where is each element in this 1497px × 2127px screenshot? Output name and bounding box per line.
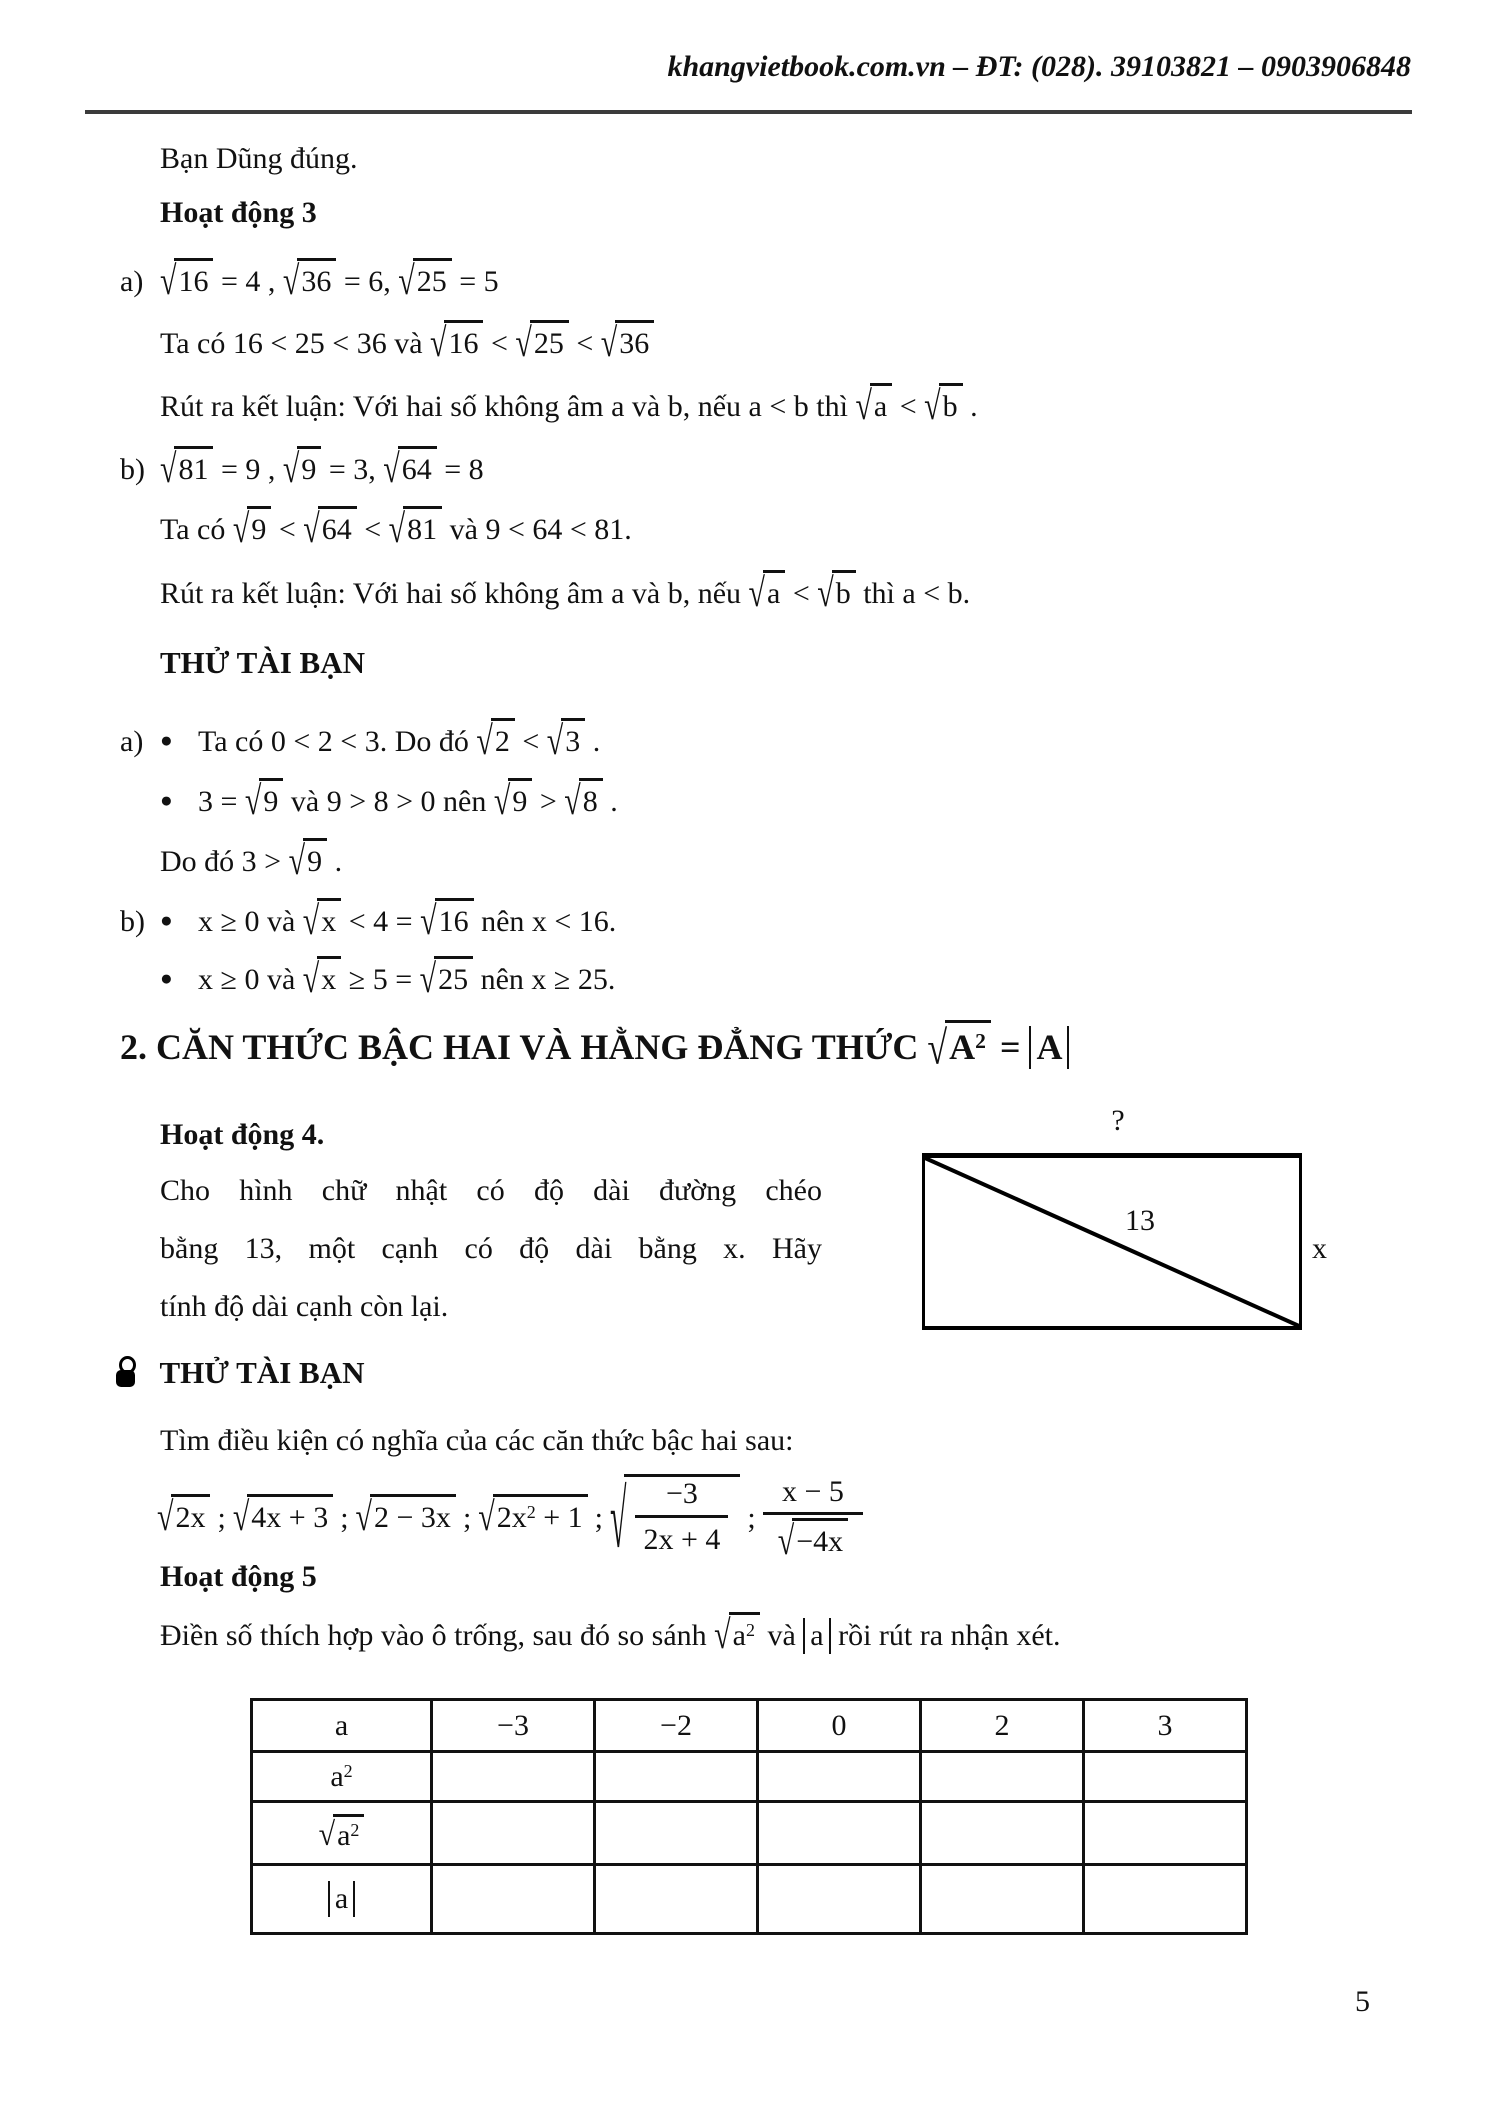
paragraph-line: bằng 13, một cạnh có độ dài bằng x. Hãy (160, 1232, 822, 1265)
header-rule (85, 110, 1412, 114)
section2-title: 2. CĂN THỨC BẬC HAI VÀ HẰNG ĐẲNG THỨC $√A^2 = A$ (120, 1020, 1069, 1070)
try1-item-b1 (120, 898, 617, 944)
empty-cell (432, 1865, 595, 1934)
try1-item-b2 (120, 956, 616, 1002)
empty-cell (921, 1865, 1084, 1934)
table-header-cell: 2 (921, 1700, 1084, 1752)
try1-item-a2 (120, 778, 618, 824)
item-marker: b) (120, 453, 145, 486)
row-label-abs-a: a (252, 1865, 432, 1934)
math-line: √81 = 9 , √9 = 3, √64 = 8 (160, 446, 484, 492)
empty-cell (595, 1865, 758, 1934)
math-line: 3 = √9 và 9 > 8 > 0 nên √9 > √8 . (198, 778, 618, 824)
try2-intro: Tìm điều kiện có nghĩa của các căn thức bậc hai sau: (160, 1424, 794, 1457)
bullet-icon: ● (160, 788, 173, 812)
item-marker: b) (120, 905, 145, 938)
paragraph-line: Cho hình chữ nhật có độ dài đường chéo (160, 1174, 822, 1207)
empty-cell (758, 1802, 921, 1865)
lock-icon (116, 1356, 136, 1387)
table-header-cell: −3 (432, 1700, 595, 1752)
try-your-skill-title-1: THỬ TÀI BẠN (160, 645, 365, 680)
figure-top-label: ? (1111, 1104, 1125, 1137)
activity4-paragraph (160, 1162, 822, 1336)
try-your-skill-title-2: THỬ TÀI BẠN (159, 1355, 365, 1390)
figure-side-label: x (1312, 1232, 1327, 1265)
empty-cell (432, 1752, 595, 1802)
table-row (252, 1865, 1247, 1934)
activity3-a-compare: Ta có 16 < 25 < 36 và √16 < √25 < √36 (160, 320, 654, 363)
try1-item-a1 (120, 718, 601, 764)
bullet-icon: ● (160, 966, 173, 990)
activity3-item-b (120, 446, 484, 492)
empty-cell (1084, 1752, 1247, 1802)
math-line: √16 = 4 , √36 = 6, √25 = 5 (160, 258, 499, 304)
activity5-intro: Điền số thích hợp vào ô trống, sau đó so sánh $√a^2$ và a rồi rút ra nhận xét. (160, 1612, 1061, 1658)
empty-cell (1084, 1802, 1247, 1865)
table-row (252, 1802, 1247, 1865)
page-header: khangvietbook.com.vn – ĐT: (028). 39103821 – 0903906848 (667, 50, 1411, 83)
activity3-b-compare: Ta có √9 < √64 < √81 và 9 < 64 < 81. (160, 506, 632, 552)
try1-item-a3: Do đó 3 > √9 . (160, 838, 343, 884)
empty-cell (921, 1752, 1084, 1802)
item-marker: a) (120, 265, 144, 298)
row-label-sqrt-a-squared: $√a^2$ (252, 1802, 432, 1865)
empty-cell (758, 1865, 921, 1934)
empty-cell (1084, 1865, 1247, 1934)
activity4-title: Hoạt động 4. (160, 1118, 325, 1151)
table-header-cell: 3 (1084, 1700, 1247, 1752)
table-header-row (252, 1700, 1247, 1752)
row-label-a-squared: $a^2$ (252, 1752, 432, 1802)
bullet-icon: ● (160, 728, 173, 752)
table-header-cell: −2 (595, 1700, 758, 1752)
activity5-title: Hoạt động 5 (160, 1560, 317, 1593)
activity3-a-conclusion: Rút ra kết luận: Với hai số không âm a và b, nếu a < b thì √a < √b . (160, 383, 978, 429)
empty-cell (921, 1802, 1084, 1865)
intro-text: Bạn Dũng đúng. (160, 142, 358, 175)
paragraph-line: tính độ dài cạnh còn lại. (160, 1290, 449, 1323)
activity5-table (250, 1698, 1248, 1935)
empty-cell (432, 1802, 595, 1865)
table-header-cell: a (252, 1700, 432, 1752)
table-row (252, 1752, 1247, 1802)
try-your-skill-heading-2 (116, 1354, 364, 1393)
figure-diagonal-label: 13 (1125, 1204, 1155, 1237)
activity5-table-wrap (250, 1698, 1248, 1935)
empty-cell (758, 1752, 921, 1802)
rectangle-figure (922, 1153, 1302, 1330)
item-marker: a) (120, 725, 144, 758)
condition-expressions: √2x ; √4x + 3 ; √2 − 3x ; $√2x^2 + 1$ ; √ $\frac{-3}{2x + 4}$ ; $\frac{x - 5}{√-4x}$ (150, 1474, 870, 1565)
empty-cell (595, 1752, 758, 1802)
page-number: 5 (1355, 1985, 1370, 2018)
table-header-cell: 0 (758, 1700, 921, 1752)
diagonal-line (925, 1158, 1299, 1326)
activity3-item-a (120, 258, 499, 304)
math-line: x ≥ 0 và √x < 4 = √16 nên x < 16. (198, 898, 617, 944)
activity3-title: Hoạt động 3 (160, 196, 317, 229)
activity3-b-conclusion: Rút ra kết luận: Với hai số không âm a và b, nếu √a < √b thì a < b. (160, 570, 971, 616)
math-line: Ta có 0 < 2 < 3. Do đó √2 < √3 . (198, 718, 601, 764)
bullet-icon: ● (160, 908, 173, 932)
math-line: x ≥ 0 và √x ≥ 5 = √25 nên x ≥ 25. (198, 956, 616, 1002)
empty-cell (595, 1802, 758, 1865)
